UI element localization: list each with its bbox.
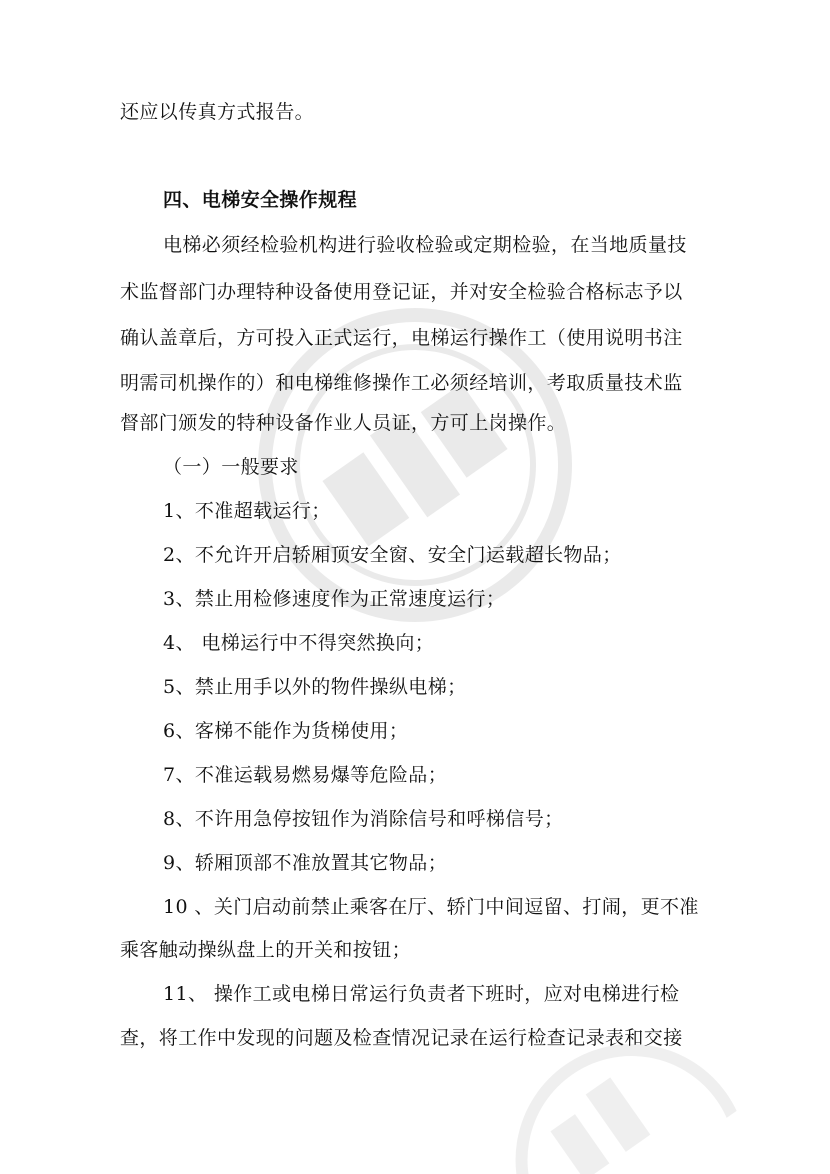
- list-item: 7、不准运载易燃易爆等危险品；: [163, 764, 448, 786]
- paragraph-line: 确认盖章后，方可投入正式运行，电梯运行操作工（使用说明书注: [120, 327, 683, 349]
- list-item: 4、 电梯运行中不得突然换向；: [163, 632, 435, 654]
- list-item-continuation: 乘客触动操纵盘上的开关和按钮；: [120, 939, 412, 961]
- list-item: 8、不许用急停按钮作为消除信号和呼梯信号；: [163, 808, 564, 830]
- paragraph-line: 术监督部门办理特种设备使用登记证，并对安全检验合格标志予以: [120, 281, 683, 303]
- paragraph-line: 督部门颁发的特种设备作业人员证，方可上岗操作。: [120, 412, 567, 434]
- list-item: 10 、关门启动前禁止乘客在厅、轿门中间逗留、打闹，更不准: [163, 896, 699, 918]
- list-item: 6、客梯不能作为货梯使用；: [163, 720, 409, 742]
- list-item: 9、轿厢顶部不准放置其它物品；: [163, 852, 448, 874]
- subsection-heading: （一）一般要求: [163, 456, 299, 478]
- paragraph-line: 电梯必须经检验机构进行验收检验或定期检验，在当地质量技: [163, 234, 687, 256]
- list-item: 11、 操作工或电梯日常运行负责者下班时，应对电梯进行检: [163, 983, 680, 1005]
- paragraph-line: 还应以传真方式报告。: [120, 101, 315, 123]
- list-item: 2、不允许开启轿厢顶安全窗、安全门运载超长物品；: [163, 544, 622, 566]
- list-item: 3、禁止用检修速度作为正常速度运行；: [163, 588, 506, 610]
- paragraph-line: 明需司机操作的）和电梯维修操作工必须经培训，考取质量技术监: [120, 372, 683, 394]
- list-item: 1、不准超载运行；: [163, 500, 331, 522]
- section-heading: 四、电梯安全操作规程: [163, 189, 358, 211]
- watermark-stamp-bottom: [450, 979, 749, 1174]
- list-item: 5、禁止用手以外的物件操纵电梯；: [163, 676, 467, 698]
- list-item-continuation: 查，将工作中发现的问题及检查情况记录在运行检查记录表和交接: [120, 1027, 683, 1049]
